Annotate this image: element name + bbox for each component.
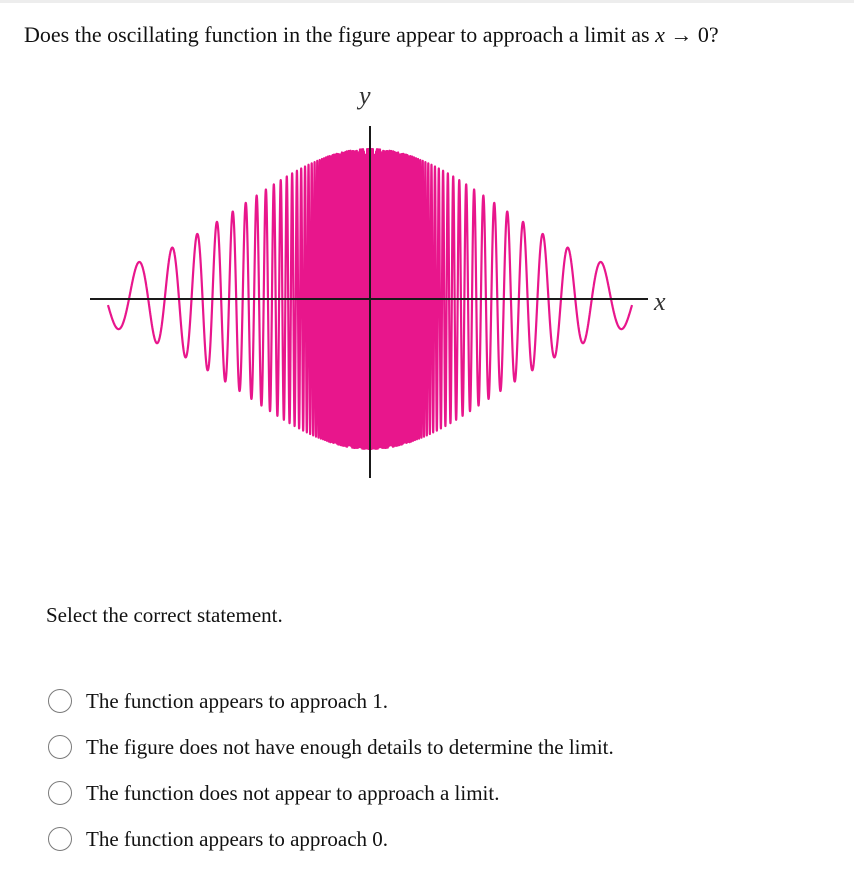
question-variable: x [655,22,665,47]
answer-option-label: The function appears to approach 1. [86,689,389,713]
question-text-end: → 0? [664,22,719,47]
question-text [24,20,719,50]
answer-option-approach-0[interactable] [48,816,614,862]
radio-button[interactable] [48,781,72,805]
prompt-text: Select the correct statement. [46,603,283,627]
answer-option-not-enough-details[interactable] [48,724,614,770]
y-axis-label: y [359,81,371,110]
oscillating-function-figure [80,74,700,494]
radio-button[interactable] [48,827,72,851]
radio-button[interactable] [48,689,72,713]
answer-option-label: The function appears to approach 0. [86,827,389,851]
answer-option-no-limit[interactable] [48,770,614,816]
question-text-start: Does the oscillating function in the figure appear to approach a limit as [24,22,656,47]
radio-button[interactable] [48,735,72,759]
answer-option-label: The figure does not have enough details to determine the limit. [86,735,614,759]
answer-option-approach-1[interactable] [48,678,614,724]
x-axis-label: x [654,287,666,316]
answer-option-label: The function does not appear to approach a limit. [86,781,500,805]
top-divider [0,0,854,3]
answer-options [48,678,614,862]
